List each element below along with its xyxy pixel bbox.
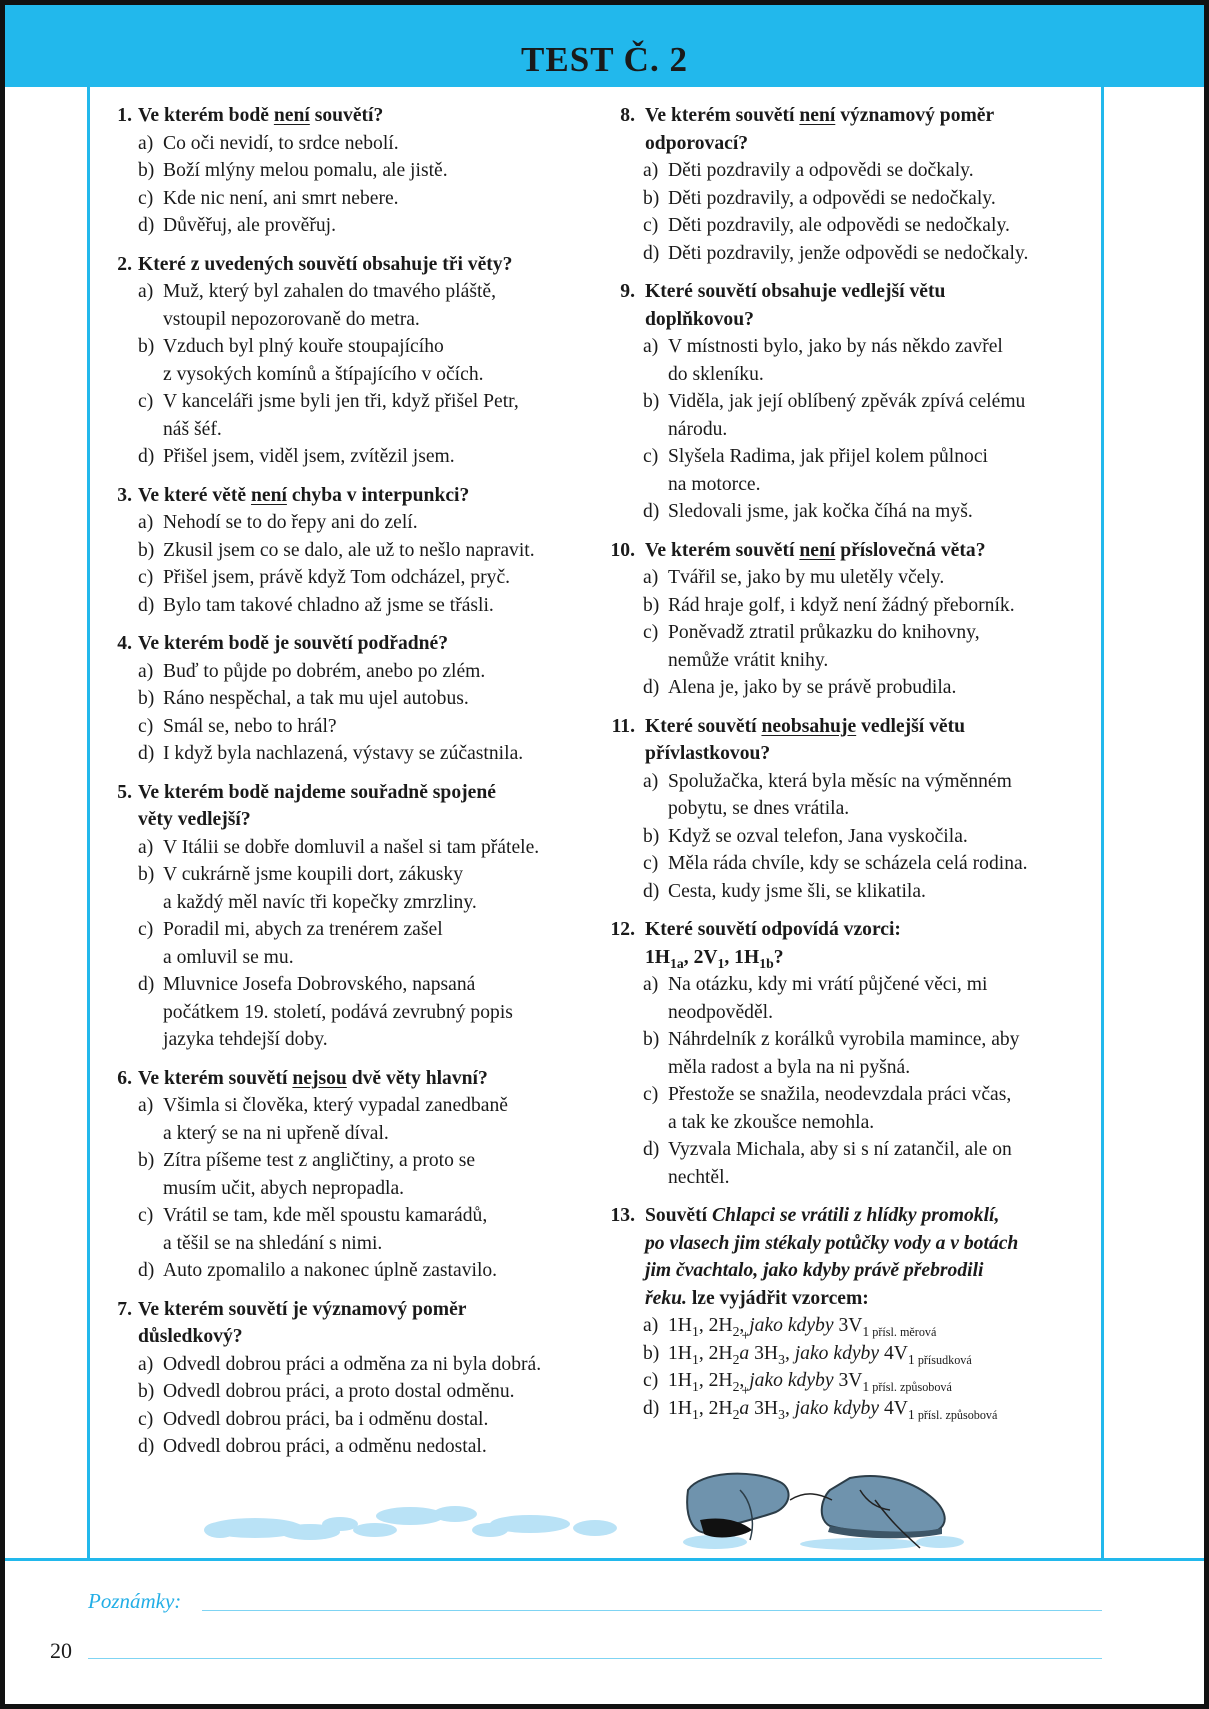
answer-option: a) Na otázku, kdy mi vrátí půjčené věci, mi neodpověděl.: [643, 971, 1095, 1026]
question-text: Ve kterém souvětí není příslovečná věta?: [645, 539, 986, 561]
option-letter: d): [138, 446, 155, 467]
answer-option: c) Přišel jsem, právě když Tom odcházel, pryč.: [138, 564, 590, 592]
option-letter: b): [643, 187, 660, 209]
option-letter: a): [643, 770, 659, 792]
conjunction: jako kdyby: [749, 1315, 834, 1336]
answer-option: c) Poradil mi, abych za trenérem zašel a omluvil se mu.: [138, 916, 590, 971]
subscript: 1b: [759, 955, 774, 971]
question-number: 10.: [610, 539, 635, 561]
answer-option: d) Vyzvala Michala, aby si s ní zatančil, ale on nechtěl.: [643, 1136, 1095, 1191]
subscript: 2: [732, 1378, 740, 1394]
option-letter: c): [138, 1205, 154, 1226]
answer-option: a) V Itálii se dobře domluvil a našel si tam přátele.: [138, 834, 590, 862]
option-letter: d): [138, 974, 155, 995]
quoted-sentence: Chlapci se vrátili z hlídky promoklí, po vlasech jim stékaly potůčky vody a v botách jim čvachtalo, jako kdyby právě přebrodili řeku.: [645, 1205, 1019, 1309]
left-column: [110, 102, 590, 1472]
option-letter: b): [643, 825, 660, 847]
subscript: 3: [778, 1351, 785, 1367]
answer-option: a) V místnosti bylo, jako by nás někdo zavřel do skleníku.: [643, 333, 1095, 388]
question: [605, 713, 1095, 906]
option-letter: c): [138, 1408, 154, 1430]
answer-option: d) Přišel jsem, viděl jsem, zvítězil jsem.: [138, 443, 590, 471]
answer-option: c) Přestože se snažila, neodevzdala práci včas, a tak ke zkoušce nemohla.: [643, 1081, 1095, 1136]
question: [605, 916, 1095, 1191]
question: [110, 1296, 590, 1461]
option-letter: d): [138, 594, 155, 616]
answer-option: c) Děti pozdravily, ale odpovědi se nedočkaly.: [643, 212, 1095, 240]
subscript: 1: [907, 1351, 915, 1367]
question-text: Ve které větě není chyba v interpunkci?: [138, 484, 470, 506]
question-number: 9.: [620, 281, 635, 302]
formula: $1H_{1a}$, $2V_1$, $1H_{1b}$?: [645, 946, 784, 971]
option-letter: a): [138, 512, 154, 533]
option-letter: a): [138, 836, 154, 858]
answer-option: c) Smál se, nebo to hrál?: [138, 713, 590, 741]
frame-left-rule: [87, 87, 90, 1559]
option-letter: d): [138, 1436, 155, 1457]
question-text: Ve kterém souvětí nejsou dvě věty hlavní?: [138, 1067, 488, 1089]
underlined-keyword: neobsahuje: [761, 715, 857, 737]
question-number: 6.: [117, 1067, 132, 1089]
answer-option: a) Děti pozdravily a odpovědi se dočkaly.: [643, 157, 1095, 185]
subscript: 1: [862, 1323, 870, 1339]
answer-option: c) Vrátil se tam, kde měl spoustu kamarádů, a těšil se na shledání s nimi.: [138, 1202, 590, 1257]
question: [110, 1065, 590, 1285]
answer-option: a) Buď to půjde po dobrém, anebo po zlém.: [138, 658, 590, 686]
question-number: 7.: [117, 1298, 132, 1320]
answer-option: d) Auto zpomalilo a nakonec úplně zastavilo.: [138, 1257, 590, 1285]
option-letter: a): [643, 160, 659, 181]
option-letter: d): [643, 677, 660, 698]
question: [605, 537, 1095, 702]
answer-option: c) Poněvadž ztratil průkazku do knihovny, nemůže vrátit knihy.: [643, 619, 1095, 674]
answer-option: d) Odvedl dobrou práci, a odměnu nedostal.: [138, 1433, 590, 1461]
answer-option: b) Rád hraje golf, i když není žádný přeborník.: [643, 592, 1095, 620]
answer-option: d) Důvěřuj, ale prověřuj.: [138, 212, 590, 240]
answer-option: b) Když se ozval telefon, Jana vyskočila.: [643, 823, 1095, 851]
wet-shoes-illustration: [680, 1460, 970, 1555]
right-column: [605, 102, 1095, 1433]
answer-option: c) $1H_1$, $2H_2$, jako kdyby $3V_1$ $_{přísl. způsobová}$: [643, 1367, 1095, 1395]
answer-option: a) Muž, který byl zahalen do tmavého pláště, vstoupil nepozorovaně do metra.: [138, 278, 590, 333]
question: [110, 251, 590, 471]
answer-option: a) $1H_1$, $2H_2$, jako kdyby $3V_1$ $_{přísl. měrová}$: [643, 1312, 1095, 1340]
question: [110, 482, 590, 620]
question: [605, 278, 1095, 526]
answer-option: b) Zítra píšeme test z angličtiny, a proto se musím učit, abych nepropadla.: [138, 1147, 590, 1202]
clause-type: přísudková: [914, 1352, 972, 1367]
water-puddles-illustration: [200, 1500, 630, 1550]
question-number: 2.: [117, 253, 132, 275]
option-letter: a): [643, 567, 659, 588]
option-letter: c): [643, 1370, 659, 1391]
conjunction: + a: [739, 1340, 749, 1368]
option-letter: c): [138, 715, 154, 737]
notes-line: [202, 1610, 1102, 1611]
option-letter: c): [138, 391, 154, 412]
answer-option: a) Nehodí se to do řepy ani do zelí.: [138, 509, 590, 537]
answer-option: b) Náhrdelník z korálků vyrobila mamince, aby měla radost a byla na ni pyšná.: [643, 1026, 1095, 1081]
answer-option: b) Zkusil jsem co se dalo, ale už to nešlo napravit.: [138, 537, 590, 565]
question-number: 4.: [117, 633, 132, 654]
option-letter: b): [138, 688, 155, 709]
answer-option: d) Alena je, jako by se právě probudila.: [643, 674, 1095, 702]
question-number: 13.: [610, 1205, 635, 1226]
option-letter: c): [643, 446, 659, 467]
option-letter: a): [643, 974, 659, 995]
answer-option: c) Odvedl dobrou práci, ba i odměnu dostal.: [138, 1406, 590, 1434]
question-text: Ve kterém bodě není souvětí?: [138, 105, 384, 126]
underlined-keyword: není: [799, 105, 836, 126]
frame-right-rule: [1101, 87, 1104, 1559]
subscript: 3: [778, 1406, 785, 1422]
option-letter: b): [643, 391, 660, 412]
question-text: Ve kterém souvětí není významový poměr odporovací?: [645, 105, 995, 154]
question-text: Souvětí Chlapci se vrátili z hlídky promoklí, po vlasech jim stékaly potůčky vody a v botách jim čvachtalo, jako kdyby právě přebrodili řeku. lze vyjádřit vzorcem:: [645, 1205, 1019, 1309]
option-letter: a): [138, 132, 154, 154]
answer-option: d) Sledovali jsme, jak kočka číhá na myš.: [643, 498, 1095, 526]
option-letter: b): [138, 539, 155, 561]
answer-option: b) $1H_1$, $2H_2+ a$ $3H_3$, jako kdyby $4V_1$ $_{přísudková}$: [643, 1340, 1095, 1368]
subscript: 1: [862, 1378, 870, 1394]
question-text: Které souvětí odpovídá vzorci: $1H_{1a}$, $2V_1$, $1H_{1b}$?: [645, 919, 901, 971]
question: [110, 779, 590, 1054]
answer-option: d) Bylo tam takové chladno až jsme se třásli.: [138, 592, 590, 620]
option-letter: b): [643, 594, 660, 616]
underlined-keyword: není: [250, 484, 287, 506]
option-letter: a): [643, 336, 659, 357]
option-letter: a): [138, 1353, 154, 1375]
option-letter: c): [643, 853, 659, 874]
conjunction: jako kdyby: [794, 1342, 880, 1364]
answer-option: d) $1H_1$, $2H_2+ a$ $3H_3$, jako kdyby $4V_1$ $_{přísl. způsobová}$: [643, 1395, 1095, 1423]
option-letter: a): [138, 660, 154, 682]
answer-option: c) Kde nic není, ani smrt nebere.: [138, 185, 590, 213]
question: [605, 1202, 1095, 1422]
answer-option: d) I když byla nachlazená, výstavy se zúčastnila.: [138, 740, 590, 768]
answer-option: b) V cukrárně jsme koupili dort, zákusky a každý měl navíc tři kopečky zmrzliny.: [138, 861, 590, 916]
answer-option: b) Vzduch byl plný kouře stoupajícího z vysokých komínů a štípajícího v očích.: [138, 333, 590, 388]
underlined-keyword: není: [799, 539, 836, 561]
subscript: 1: [691, 1323, 699, 1339]
question: [110, 630, 590, 768]
option-letter: d): [138, 1260, 155, 1281]
subscript: 1a: [670, 955, 684, 971]
question-number: 11.: [611, 715, 635, 737]
option-letter: b): [138, 336, 155, 357]
answer-option: a) Co oči nevidí, to srdce nebolí.: [138, 130, 590, 158]
option-letter: d): [643, 242, 660, 264]
question: [110, 102, 590, 240]
option-letter: c): [643, 215, 659, 236]
answer-option: c) V kanceláři jsme byli jen tři, když přišel Petr, náš šéf.: [138, 388, 590, 443]
answer-option: a) Odvedl dobrou práci a odměna za ni byla dobrá.: [138, 1351, 590, 1379]
question-number: 8.: [620, 105, 635, 126]
option-letter: d): [138, 743, 155, 764]
option-letter: b): [138, 1150, 155, 1171]
question-number: 3.: [117, 484, 132, 506]
subscript: 2: [732, 1406, 740, 1422]
clause-type: přísl. způsobová: [914, 1407, 998, 1422]
question-text: Ve kterém bodě je souvětí podřadné?: [138, 633, 449, 654]
option-letter: b): [643, 1342, 660, 1364]
answer-option: a) Spolužačka, která byla měsíc na výměnném pobytu, se dnes vrátila.: [643, 768, 1095, 823]
question-text: Které souvětí neobsahuje vedlejší větu přívlastkovou?: [645, 715, 966, 764]
answer-option: d) Mluvnice Josefa Dobrovského, napsaná počátkem 19. století, podává zevrubný popis jazyka tehdejší doby.: [138, 971, 590, 1054]
option-letter: b): [643, 1029, 660, 1050]
question-number: 12.: [610, 919, 635, 940]
answer-option: b) Viděla, jak její oblíbený zpěvák zpívá celému národu.: [643, 388, 1095, 443]
option-letter: a): [138, 281, 154, 302]
conjunction: jako kdyby: [749, 1370, 834, 1391]
underlined-keyword: není: [273, 105, 310, 126]
option-letter: b): [138, 864, 155, 885]
notes-label: Poznámky:: [88, 1589, 182, 1613]
notes-line: [88, 1658, 1102, 1659]
subscript: 2: [732, 1323, 740, 1339]
frame-bottom-rule: [5, 1558, 1204, 1561]
answer-option: c) Slyšela Radima, jak přijel kolem půlnoci na motorce.: [643, 443, 1095, 498]
answer-option: b) Boží mlýny melou pomalu, ale jistě.: [138, 157, 590, 185]
option-letter: d): [138, 215, 155, 236]
option-letter: c): [138, 187, 154, 209]
option-letter: b): [138, 160, 155, 181]
question-text: Ve kterém bodě najdeme souřadně spojené věty vedlejší?: [138, 781, 496, 830]
answer-option: d) Cesta, kudy jsme šli, se klikatila.: [643, 878, 1095, 906]
option-letter: a): [643, 1315, 659, 1336]
subscript: 1: [691, 1351, 699, 1367]
option-letter: d): [643, 1397, 660, 1419]
page-number: 20: [50, 1638, 72, 1663]
conjunction: jako kdyby: [794, 1397, 880, 1419]
question-text: Ve kterém souvětí je významový poměr důsledkový?: [138, 1298, 467, 1347]
conjunction: + a: [739, 1395, 749, 1423]
clause-type: přísl. způsobová: [869, 1379, 952, 1394]
answer-option: d) Děti pozdravily, jenže odpovědi se nedočkaly.: [643, 240, 1095, 268]
option-letter: a): [138, 1095, 154, 1116]
option-letter: c): [643, 622, 659, 643]
answer-option: c) Měla ráda chvíle, kdy se scházela celá rodina.: [643, 850, 1095, 878]
option-letter: d): [643, 880, 660, 902]
clause-type: přísl. měrová: [869, 1324, 937, 1339]
answer-option: b) Ráno nespěchal, a tak mu ujel autobus.: [138, 685, 590, 713]
underlined-keyword: nejsou: [292, 1067, 347, 1089]
option-letter: c): [138, 567, 154, 588]
answer-option: b) Děti pozdravily, a odpovědi se nedočkaly.: [643, 185, 1095, 213]
question-number: 1.: [117, 105, 132, 126]
subscript: 1: [907, 1406, 915, 1422]
subscript: 1: [691, 1406, 699, 1422]
question-text: Které souvětí obsahuje vedlejší větu doplňkovou?: [645, 281, 946, 330]
question-number: 5.: [117, 781, 132, 803]
option-letter: c): [643, 1084, 659, 1105]
option-letter: d): [643, 1139, 660, 1160]
page-title: TEST Č. 2: [521, 40, 688, 79]
subscript: 2: [732, 1351, 740, 1367]
answer-option: b) Odvedl dobrou práci, a proto dostal odměnu.: [138, 1378, 590, 1406]
option-letter: b): [138, 1381, 155, 1402]
subscript: 1: [691, 1378, 699, 1394]
answer-option: a) Tvářil se, jako by mu uletěly včely.: [643, 564, 1095, 592]
question: [605, 102, 1095, 267]
subscript: 1: [717, 955, 725, 971]
question-text: Které z uvedených souvětí obsahuje tři věty?: [138, 253, 513, 275]
answer-option: a) Všimla si člověka, který vypadal zanedbaně a který se na ni upřeně díval.: [138, 1092, 590, 1147]
option-letter: d): [643, 501, 660, 522]
option-letter: c): [138, 919, 154, 940]
